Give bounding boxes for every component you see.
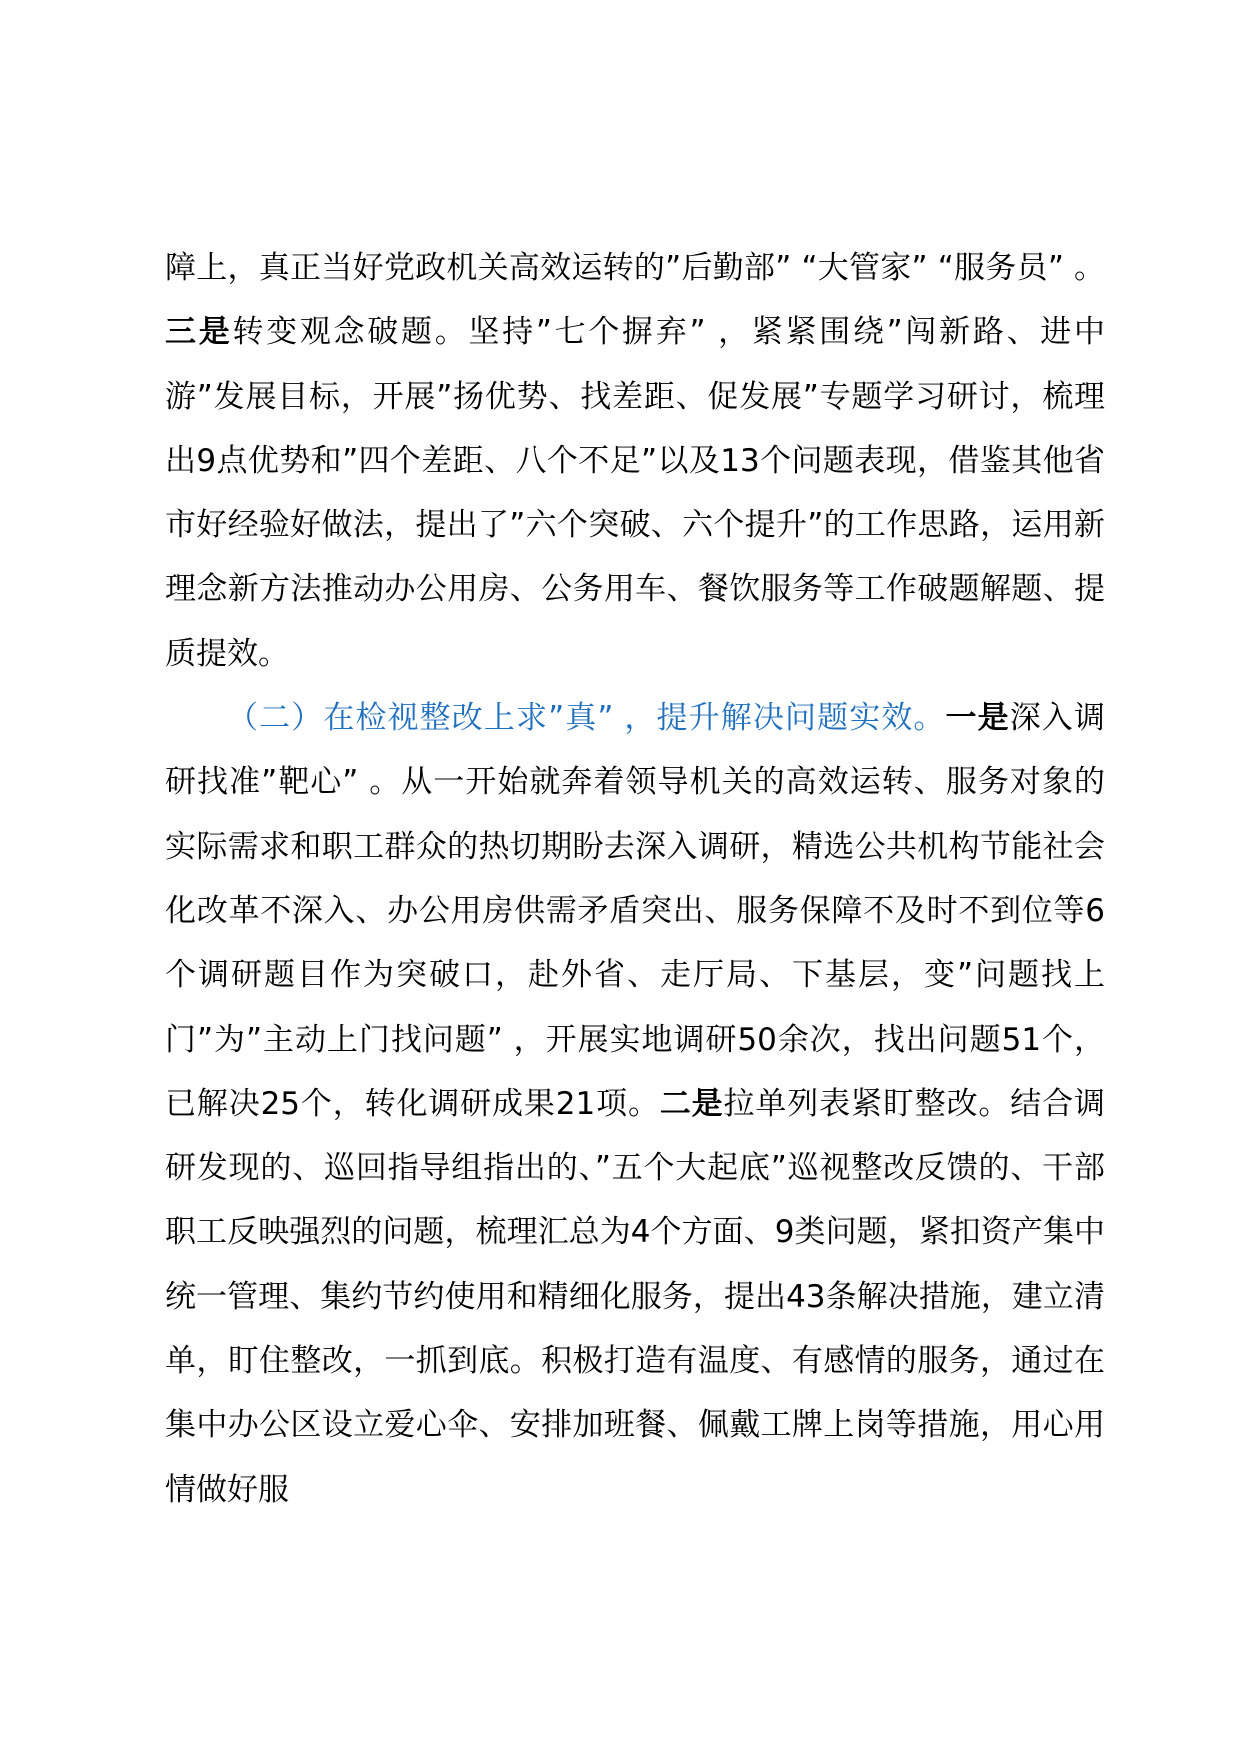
paragraph-1-bold-lead: 三是 <box>165 314 233 351</box>
paragraph-2-bold-lead-2: 二是 <box>659 1085 724 1122</box>
paragraph-2-text-b: 拉单列表紧盯整改。结合调研发现的、巡回指导组指出的、”五个大起底”巡视整改反馈的、干部职工反映强烈的问题，梳理汇总为4个方面、9类问题，紧扣资产集中统一管理、集约节约使用和精细化服务，提出43条解决措施，建立清单，盯住整改，一抓到底。积极打造有温度、有感情的服务，通过在集中办公区设立爱心伞、安排加班餐、佩戴工牌上岗等措施，用心用情做好服 <box>165 1085 1106 1508</box>
section-heading: （二）在检视整改上求”真” ，提升解决问题实效。 <box>227 700 946 737</box>
paragraph-1 <box>165 236 1105 686</box>
paragraph-1-text-b: 转变观念破题。坚持”七个摒弃” ，紧紧围绕”闯新路、进中游”发展目标，开展”扬优势、找差距、促发展”专题学习研讨，梳理出9点优势和”四个差距、八个不足”以及13个问题表现，借鉴其他省市好经验好做法，提出了”六个突破、六个提升”的工作思路，运用新理念新方法推动办公用房、公务用车、餐饮服务等工作破题解题、提质提效。 <box>165 314 1105 672</box>
paragraph-2 <box>165 686 1105 1522</box>
paragraph-2-text-a: 深入调研找准”靶心” 。从一开始就奔着领导机关的高效运转、服务对象的实际需求和职工群众的热切期盼去深入调研，精选公共机构节能社会化改革不深入、办公用房供需矛盾突出、服务保障不及时不到位等6个调研题目作为突破口，赴外省、走厅局、下基层，变”问题找上门”为”主动上门找问题” ，开展实地调研50余次，找出问题51个，已解决25个，转化调研成果21项。 <box>165 700 1106 1122</box>
paragraph-1-text-a: 障上，真正当好党政机关高效运转的”后勤部” “大管家” “服务员” 。 <box>165 250 1105 286</box>
paragraph-2-bold-lead-1: 一是 <box>945 700 1010 737</box>
body-text <box>165 236 1105 1522</box>
